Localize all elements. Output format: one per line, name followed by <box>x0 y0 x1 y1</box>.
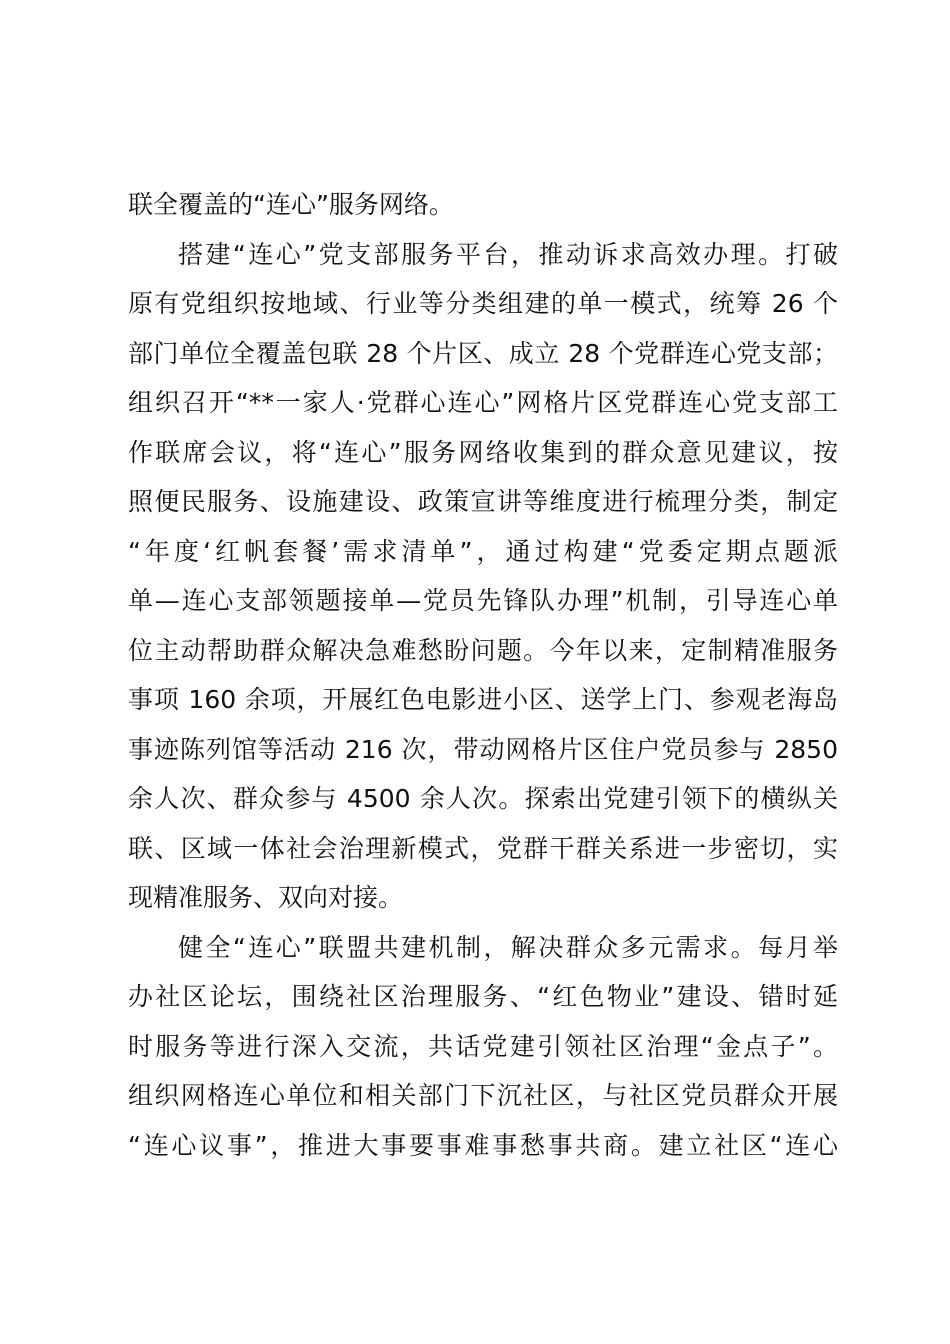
text-line: 原有党组织按地域、行业等分类组建的单一模式，统筹 26 个 <box>128 289 838 318</box>
text-line: “连心议事”，推进大事要事难事愁事共商。建立社区“连心 <box>128 1130 838 1160</box>
body-text <box>128 180 838 1170</box>
text-line: 联、区域一体社会治理新模式，党群干群关系进一步密切，实 <box>128 833 838 863</box>
text-line: 余人次、群众参与 4500 余人次。探索出党建引领下的横纵关 <box>128 784 838 813</box>
text-line: 部门单位全覆盖包联 28 个片区、成立 28 个党群连心党支部； <box>128 338 838 368</box>
text-line: 照便民服务、设施建设、政策宣讲等维度进行梳理分类，制定 <box>128 487 838 516</box>
text-line: 事项 160 余项，开展红色电影进小区、送学上门、参观老海岛 <box>128 685 838 714</box>
paragraph-start-line: 健全“连心”联盟共建机制，解决群众多元需求。每月举 <box>178 932 838 962</box>
text-line: 作联席会议，将“连心”服务网络收集到的群众意见建议，按 <box>128 437 838 467</box>
text-line: “年度‘红帆套餐’需求清单”，通过构建“党委定期点题派 <box>128 536 838 566</box>
text-line: 单—连心支部领题接单—党员先锋队办理”机制，引导连心单 <box>128 586 838 615</box>
text-line: 位主动帮助群众解决急难愁盼问题。今年以来，定制精准服务 <box>128 635 838 665</box>
text-line: 时服务等进行深入交流，共话党建引领社区治理“金点子”。 <box>128 1031 838 1061</box>
text-line: 组织召开“**一家人·党群心连心”网格片区党群连心党支部工 <box>128 388 838 417</box>
text-line: 联全覆盖的“连心”服务网络。 <box>128 190 454 219</box>
text-line: 组织网格连心单位和相关部门下沉社区，与社区党员群众开展 <box>128 1081 838 1110</box>
text-line: 事迹陈列馆等活动 216 次，带动网格片区住户党员参与 2850 <box>128 734 838 764</box>
text-line: 办社区论坛，围绕社区治理服务、“红色物业”建设、错时延 <box>128 982 838 1011</box>
text-line: 现精准服务、双向对接。 <box>128 883 404 912</box>
paragraph-start-line: 搭建“连心”党支部服务平台，推动诉求高效办理。打破 <box>178 239 838 269</box>
